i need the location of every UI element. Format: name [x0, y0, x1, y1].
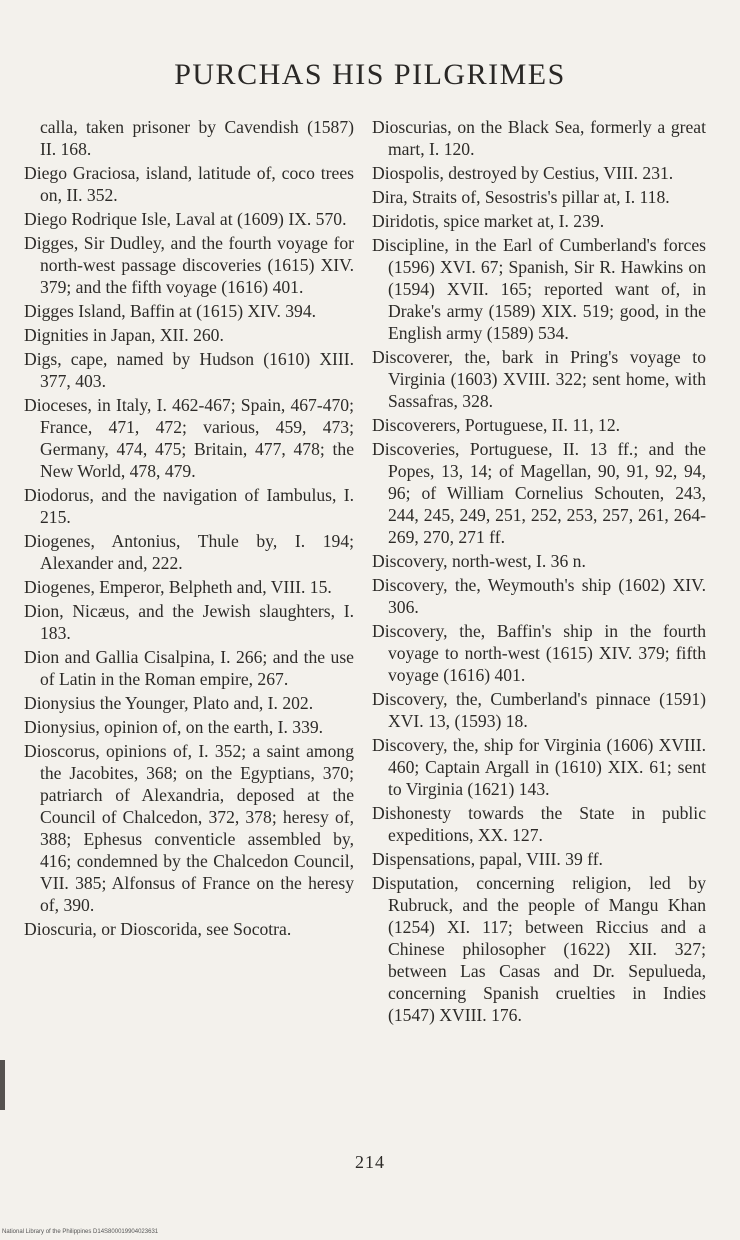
- index-entry: Digs, cape, named by Hudson (1610) XIII. 377, 403.: [24, 349, 354, 391]
- index-entry: Dioscorus, opinions of, I. 352; a saint among the Jacobites, 368; on the Egyptians, 370; patriarch of Alexandria, deposed at the Council of Chalcedon, 372, 378; heresy of, 388; Ephesus conventicle assembled by, 416; condemned by the Chalcedon Council, VII. 385; Alfonsus of France on the heresy of, 390.: [24, 741, 354, 915]
- page-edge-mark: [0, 1060, 5, 1110]
- index-entry: Dion, Nicæus, and the Jewish slaughters, I. 183.: [24, 601, 354, 643]
- index-entry: Discoverer, the, bark in Pring's voyage to Virginia (1603) XVIII. 322; sent home, with Sassafras, 328.: [372, 347, 706, 411]
- index-entry: Dioceses, in Italy, I. 462-467; Spain, 467-470; France, 471, 472; various, 459, 473; Germany, 474, 475; Britain, 477, 478; the New World, 478, 479.: [24, 395, 354, 481]
- index-entry: Dira, Straits of, Sesostris's pillar at, I. 118.: [372, 187, 670, 207]
- index-entry: Dioscurias, on the Black Sea, formerly a great mart, I. 120.: [372, 117, 706, 159]
- index-entry: Diogenes, Antonius, Thule by, I. 194; Alexander and, 222.: [24, 531, 354, 573]
- index-entry: Disputation, concerning religion, led by Rubruck, and the people of Mangu Khan (1254) XI. 117; between Riccius and a Chinese philosopher (1622) XII. 327; between Las Casas and Dr. Sepulueda, concerning Spanish cruelties in Indies (1547) XVIII. 176.: [372, 873, 706, 1025]
- index-entry: Discovery, the, Weymouth's ship (1602) XIV. 306.: [372, 575, 706, 617]
- index-entry: Diego Graciosa, island, latitude of, coco trees on, II. 352.: [24, 163, 354, 205]
- page-number: 214: [355, 1152, 385, 1172]
- index-entry: Discoveries, Portuguese, II. 13 ff.; and the Popes, 13, 14; of Magellan, 90, 91, 92, 94, 96; of William Cornelius Schouten, 243, 244, 245, 249, 251, 252, 253, 257, 261, 264-269, 270, 271 ff.: [372, 439, 706, 547]
- index-column-left: [24, 116, 354, 942]
- index-entry: Dionysius, opinion of, on the earth, I. 339.: [24, 717, 324, 737]
- index-entry: Digges Island, Baffin at (1615) XIV. 394.: [24, 301, 317, 321]
- index-entry: Diospolis, destroyed by Cestius, VIII. 231.: [372, 163, 674, 183]
- index-entry: Dishonesty towards the State in public expeditions, XX. 127.: [372, 803, 706, 845]
- index-entry: Diego Rodrique Isle, Laval at (1609) IX. 570.: [24, 209, 347, 229]
- index-entry: Discovery, the, ship for Virginia (1606) XVIII. 460; Captain Argall in (1610) XIX. 61; sent to Virginia (1621) 143.: [372, 735, 706, 799]
- scan-footer: National Library of the Philippines D14S800019904023631: [2, 1229, 159, 1235]
- index-entry: Dispensations, papal, VIII. 39 ff.: [372, 849, 603, 869]
- index-entry: Dignities in Japan, XII. 260.: [24, 325, 224, 345]
- index-entry: Discipline, in the Earl of Cumberland's forces (1596) XVI. 67; Spanish, Sir R. Hawkins on (1594) XVII. 165; reported want of, in Drake's army (1589) XIX. 519; good, in the English army (1589) 534.: [372, 235, 706, 343]
- index-entry: Discovery, the, Cumberland's pinnace (1591) XVI. 13, (1593) 18.: [372, 689, 706, 731]
- index-entry: Dion and Gallia Cisalpina, I. 266; and the use of Latin in the Roman empire, 267.: [24, 647, 354, 689]
- index-column-right: [372, 116, 706, 1028]
- index-entry: Discoverers, Portuguese, II. 11, 12.: [372, 415, 621, 435]
- index-entry: Dioscuria, or Dioscorida, see Socotra.: [24, 919, 292, 939]
- index-entry: Digges, Sir Dudley, and the fourth voyage for north-west passage discoveries (1615) XIV. 379; and the fifth voyage (1616) 401.: [24, 233, 354, 297]
- index-entry: Diogenes, Emperor, Belpheth and, VIII. 15.: [24, 577, 332, 597]
- index-entry: Discovery, the, Baffin's ship in the fourth voyage to north-west (1615) XIV. 379; fifth voyage (1616) 401.: [372, 621, 706, 685]
- index-entry: calla, taken prisoner by Cavendish (1587) II. 168.: [40, 117, 354, 159]
- index-entry: Dionysius the Younger, Plato and, I. 202.: [24, 693, 314, 713]
- page-title: PURCHAS HIS PILGRIMES: [174, 58, 566, 91]
- index-entry: Discovery, north-west, I. 36 n.: [372, 551, 586, 571]
- index-entry: Diodorus, and the navigation of Iambulus, I. 215.: [24, 485, 354, 527]
- index-entry: Diridotis, spice market at, I. 239.: [372, 211, 605, 231]
